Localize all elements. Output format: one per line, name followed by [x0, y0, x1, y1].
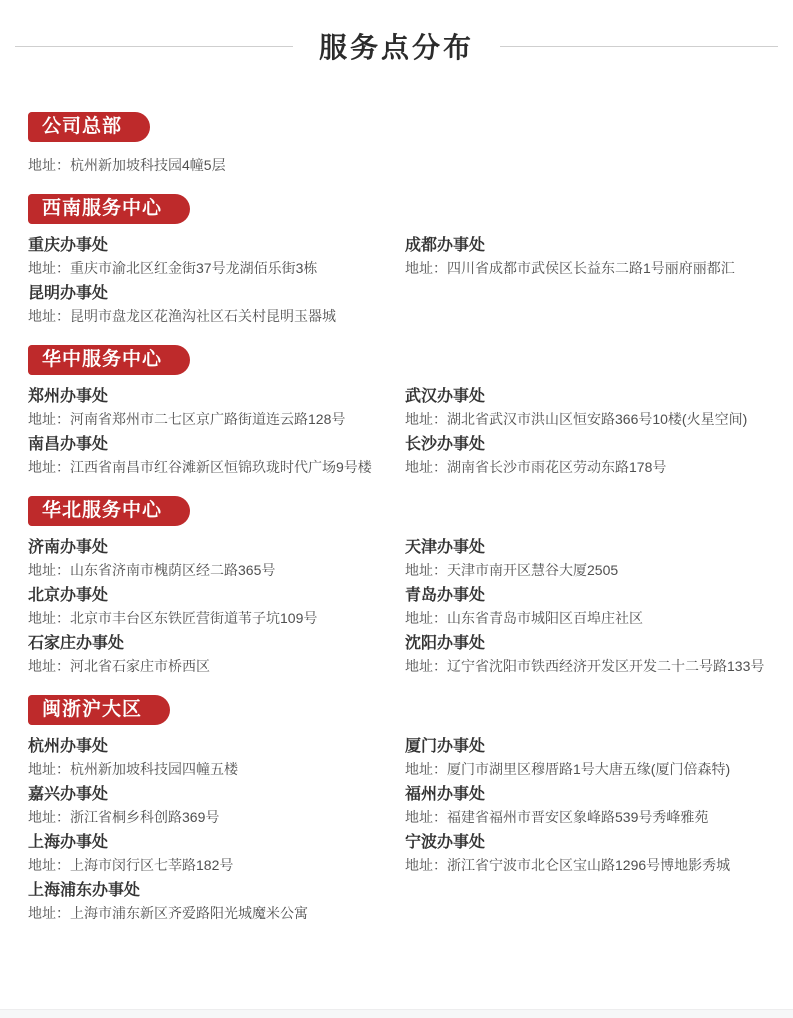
- office-address: [28, 856, 405, 875]
- office-entry: [28, 736, 405, 779]
- section-column-left: [28, 153, 405, 180]
- address-prefix-label: 地址：: [28, 857, 70, 873]
- section-columns: [28, 537, 765, 681]
- address-value: 北京市丰台区东铁匠营街道苇子坑109号: [70, 610, 318, 626]
- office-name: 济南办事处: [28, 539, 109, 556]
- section-column-left: [28, 235, 405, 331]
- office-name: 北京办事处: [28, 587, 109, 604]
- office-address: [28, 410, 405, 429]
- address-value: 河南省郑州市二七区京广路街道连云路128号: [70, 411, 346, 427]
- address-prefix-label: 地址：: [28, 260, 70, 276]
- section-column-right: [405, 153, 765, 180]
- section-column-right: [405, 736, 765, 928]
- address-value: 杭州新加坡科技园四幢五楼: [70, 761, 238, 777]
- section-column-left: [28, 386, 405, 482]
- page: [0, 26, 793, 1018]
- section-columns: [28, 386, 765, 482]
- address-value: 浙江省桐乡科创路369号: [70, 809, 220, 825]
- address-value: 山东省济南市槐荫区经二路365号: [70, 562, 276, 578]
- office-name: 青岛办事处: [405, 587, 486, 604]
- address-value: 杭州新加坡科技园4幢5层: [70, 157, 226, 173]
- section-column-left: [28, 736, 405, 928]
- address-prefix-label: 地址：: [28, 157, 70, 173]
- office-entry: [28, 832, 405, 875]
- office-entry: [28, 386, 405, 429]
- address-value: 福建省福州市晋安区象峰路539号秀峰雅苑: [447, 809, 709, 825]
- office-address: [28, 657, 405, 676]
- section-column-right: [405, 537, 765, 681]
- address-prefix-label: 地址：: [28, 658, 70, 674]
- office-name: 沈阳办事处: [405, 635, 486, 652]
- office-entry: [405, 537, 765, 580]
- address-prefix-label: 地址：: [28, 459, 70, 475]
- office-address: [405, 657, 765, 676]
- section-badge: 公司总部: [28, 112, 150, 142]
- office-entry: [28, 537, 405, 580]
- office-entry: [405, 386, 765, 429]
- address-value: 天津市南开区慧谷大厦2505: [447, 562, 619, 578]
- office-entry: [405, 736, 765, 779]
- page-title: 服务点分布: [319, 32, 475, 63]
- address-value: 辽宁省沈阳市铁西经济开发区开发二十二号路133号: [447, 658, 765, 674]
- office-name: 上海浦东办事处: [28, 882, 141, 899]
- office-entry: [405, 784, 765, 827]
- office-name: 上海办事处: [28, 834, 109, 851]
- address-prefix-label: 地址：: [405, 761, 447, 777]
- section-column-right: [405, 386, 765, 482]
- address-prefix-label: 地址：: [28, 809, 70, 825]
- title-divider-left: [15, 46, 293, 47]
- office-entry: [28, 156, 405, 175]
- office-address: [405, 609, 765, 628]
- address-value: 湖南省长沙市雨花区劳动东路178号: [447, 459, 667, 475]
- address-value: 厦门市湖里区穆厝路1号大唐五缘(厦门倍森特): [447, 761, 731, 777]
- address-prefix-label: 地址：: [28, 761, 70, 777]
- office-address: [28, 904, 405, 923]
- office-name: 武汉办事处: [405, 388, 486, 405]
- office-name: 嘉兴办事处: [28, 786, 109, 803]
- service-section: [28, 194, 765, 331]
- office-address: [405, 760, 765, 779]
- section-badge: 闽浙沪大区: [28, 695, 170, 725]
- address-prefix-label: 地址：: [405, 260, 447, 276]
- office-address: [28, 760, 405, 779]
- office-name: 南昌办事处: [28, 436, 109, 453]
- address-value: 湖北省武汉市洪山区恒安路366号10楼(火星空间): [447, 411, 748, 427]
- address-prefix-label: 地址：: [405, 411, 447, 427]
- address-value: 浙江省宁波市北仑区宝山路1296号博地影秀城: [447, 857, 731, 873]
- address-prefix-label: 地址：: [405, 658, 447, 674]
- office-entry: [28, 880, 405, 923]
- address-value: 重庆市渝北区红金街37号龙湖佰乐街3栋: [70, 260, 318, 276]
- office-entry: [28, 235, 405, 278]
- section-badge: 华北服务中心: [28, 496, 190, 526]
- office-entry: [405, 434, 765, 477]
- office-address: [405, 808, 765, 827]
- office-address: [28, 458, 405, 477]
- office-address: [405, 410, 765, 429]
- office-address: [28, 259, 405, 278]
- section-badge: 华中服务中心: [28, 345, 190, 375]
- section-column-right: [405, 235, 765, 331]
- address-prefix-label: 地址：: [28, 411, 70, 427]
- title-divider-right: [500, 46, 778, 47]
- office-name: 福州办事处: [405, 786, 486, 803]
- section-column-left: [28, 537, 405, 681]
- address-value: 上海市闵行区七莘路182号: [70, 857, 234, 873]
- office-entry: [28, 784, 405, 827]
- address-prefix-label: 地址：: [405, 857, 447, 873]
- office-name: 天津办事处: [405, 539, 486, 556]
- address-value: 山东省青岛市城阳区百埠庄社区: [447, 610, 643, 626]
- office-name: 昆明办事处: [28, 285, 109, 302]
- address-prefix-label: 地址：: [405, 610, 447, 626]
- section-columns: [28, 235, 765, 331]
- service-section: [28, 496, 765, 681]
- section-columns: [28, 736, 765, 928]
- service-section: [28, 695, 765, 928]
- address-prefix-label: 地址：: [28, 308, 70, 324]
- office-entry: [405, 235, 765, 278]
- office-entry: [28, 633, 405, 676]
- address-prefix-label: 地址：: [28, 905, 70, 921]
- office-entry: [28, 585, 405, 628]
- service-section: [28, 112, 765, 180]
- office-address: [28, 808, 405, 827]
- address-value: 河北省石家庄市桥西区: [70, 658, 210, 674]
- office-name: 郑州办事处: [28, 388, 109, 405]
- address-value: 四川省成都市武侯区长益东二路1号丽府丽都汇: [447, 260, 735, 276]
- section-badge: 西南服务中心: [28, 194, 190, 224]
- address-prefix-label: 地址：: [405, 562, 447, 578]
- office-entry: [405, 585, 765, 628]
- office-address: [28, 561, 405, 580]
- section-columns: [28, 153, 765, 180]
- address-prefix-label: 地址：: [28, 562, 70, 578]
- office-name: 宁波办事处: [405, 834, 486, 851]
- office-name: 石家庄办事处: [28, 635, 125, 652]
- office-name: 长沙办事处: [405, 436, 486, 453]
- office-name: 厦门办事处: [405, 738, 486, 755]
- office-address: [405, 856, 765, 875]
- address-prefix-label: 地址：: [405, 459, 447, 475]
- footer-band: [0, 1009, 793, 1018]
- office-address: [28, 156, 405, 175]
- sections-container: [0, 112, 793, 928]
- office-entry: [405, 633, 765, 676]
- office-entry: [28, 434, 405, 477]
- address-prefix-label: 地址：: [28, 610, 70, 626]
- address-value: 上海市浦东新区齐爱路阳光城魔米公寓: [70, 905, 308, 921]
- office-address: [405, 458, 765, 477]
- address-value: 昆明市盘龙区花渔沟社区石关村昆明玉器城: [70, 308, 336, 324]
- office-address: [405, 259, 765, 278]
- office-name: 成都办事处: [405, 237, 486, 254]
- service-section: [28, 345, 765, 482]
- office-name: 重庆办事处: [28, 237, 109, 254]
- address-prefix-label: 地址：: [405, 809, 447, 825]
- page-title-row: [0, 26, 793, 66]
- office-address: [28, 609, 405, 628]
- office-address: [28, 307, 405, 326]
- office-address: [405, 561, 765, 580]
- office-name: 杭州办事处: [28, 738, 109, 755]
- office-entry: [28, 283, 405, 326]
- address-value: 江西省南昌市红谷滩新区恒锦玖珑时代广场9号楼: [70, 459, 372, 475]
- office-entry: [405, 832, 765, 875]
